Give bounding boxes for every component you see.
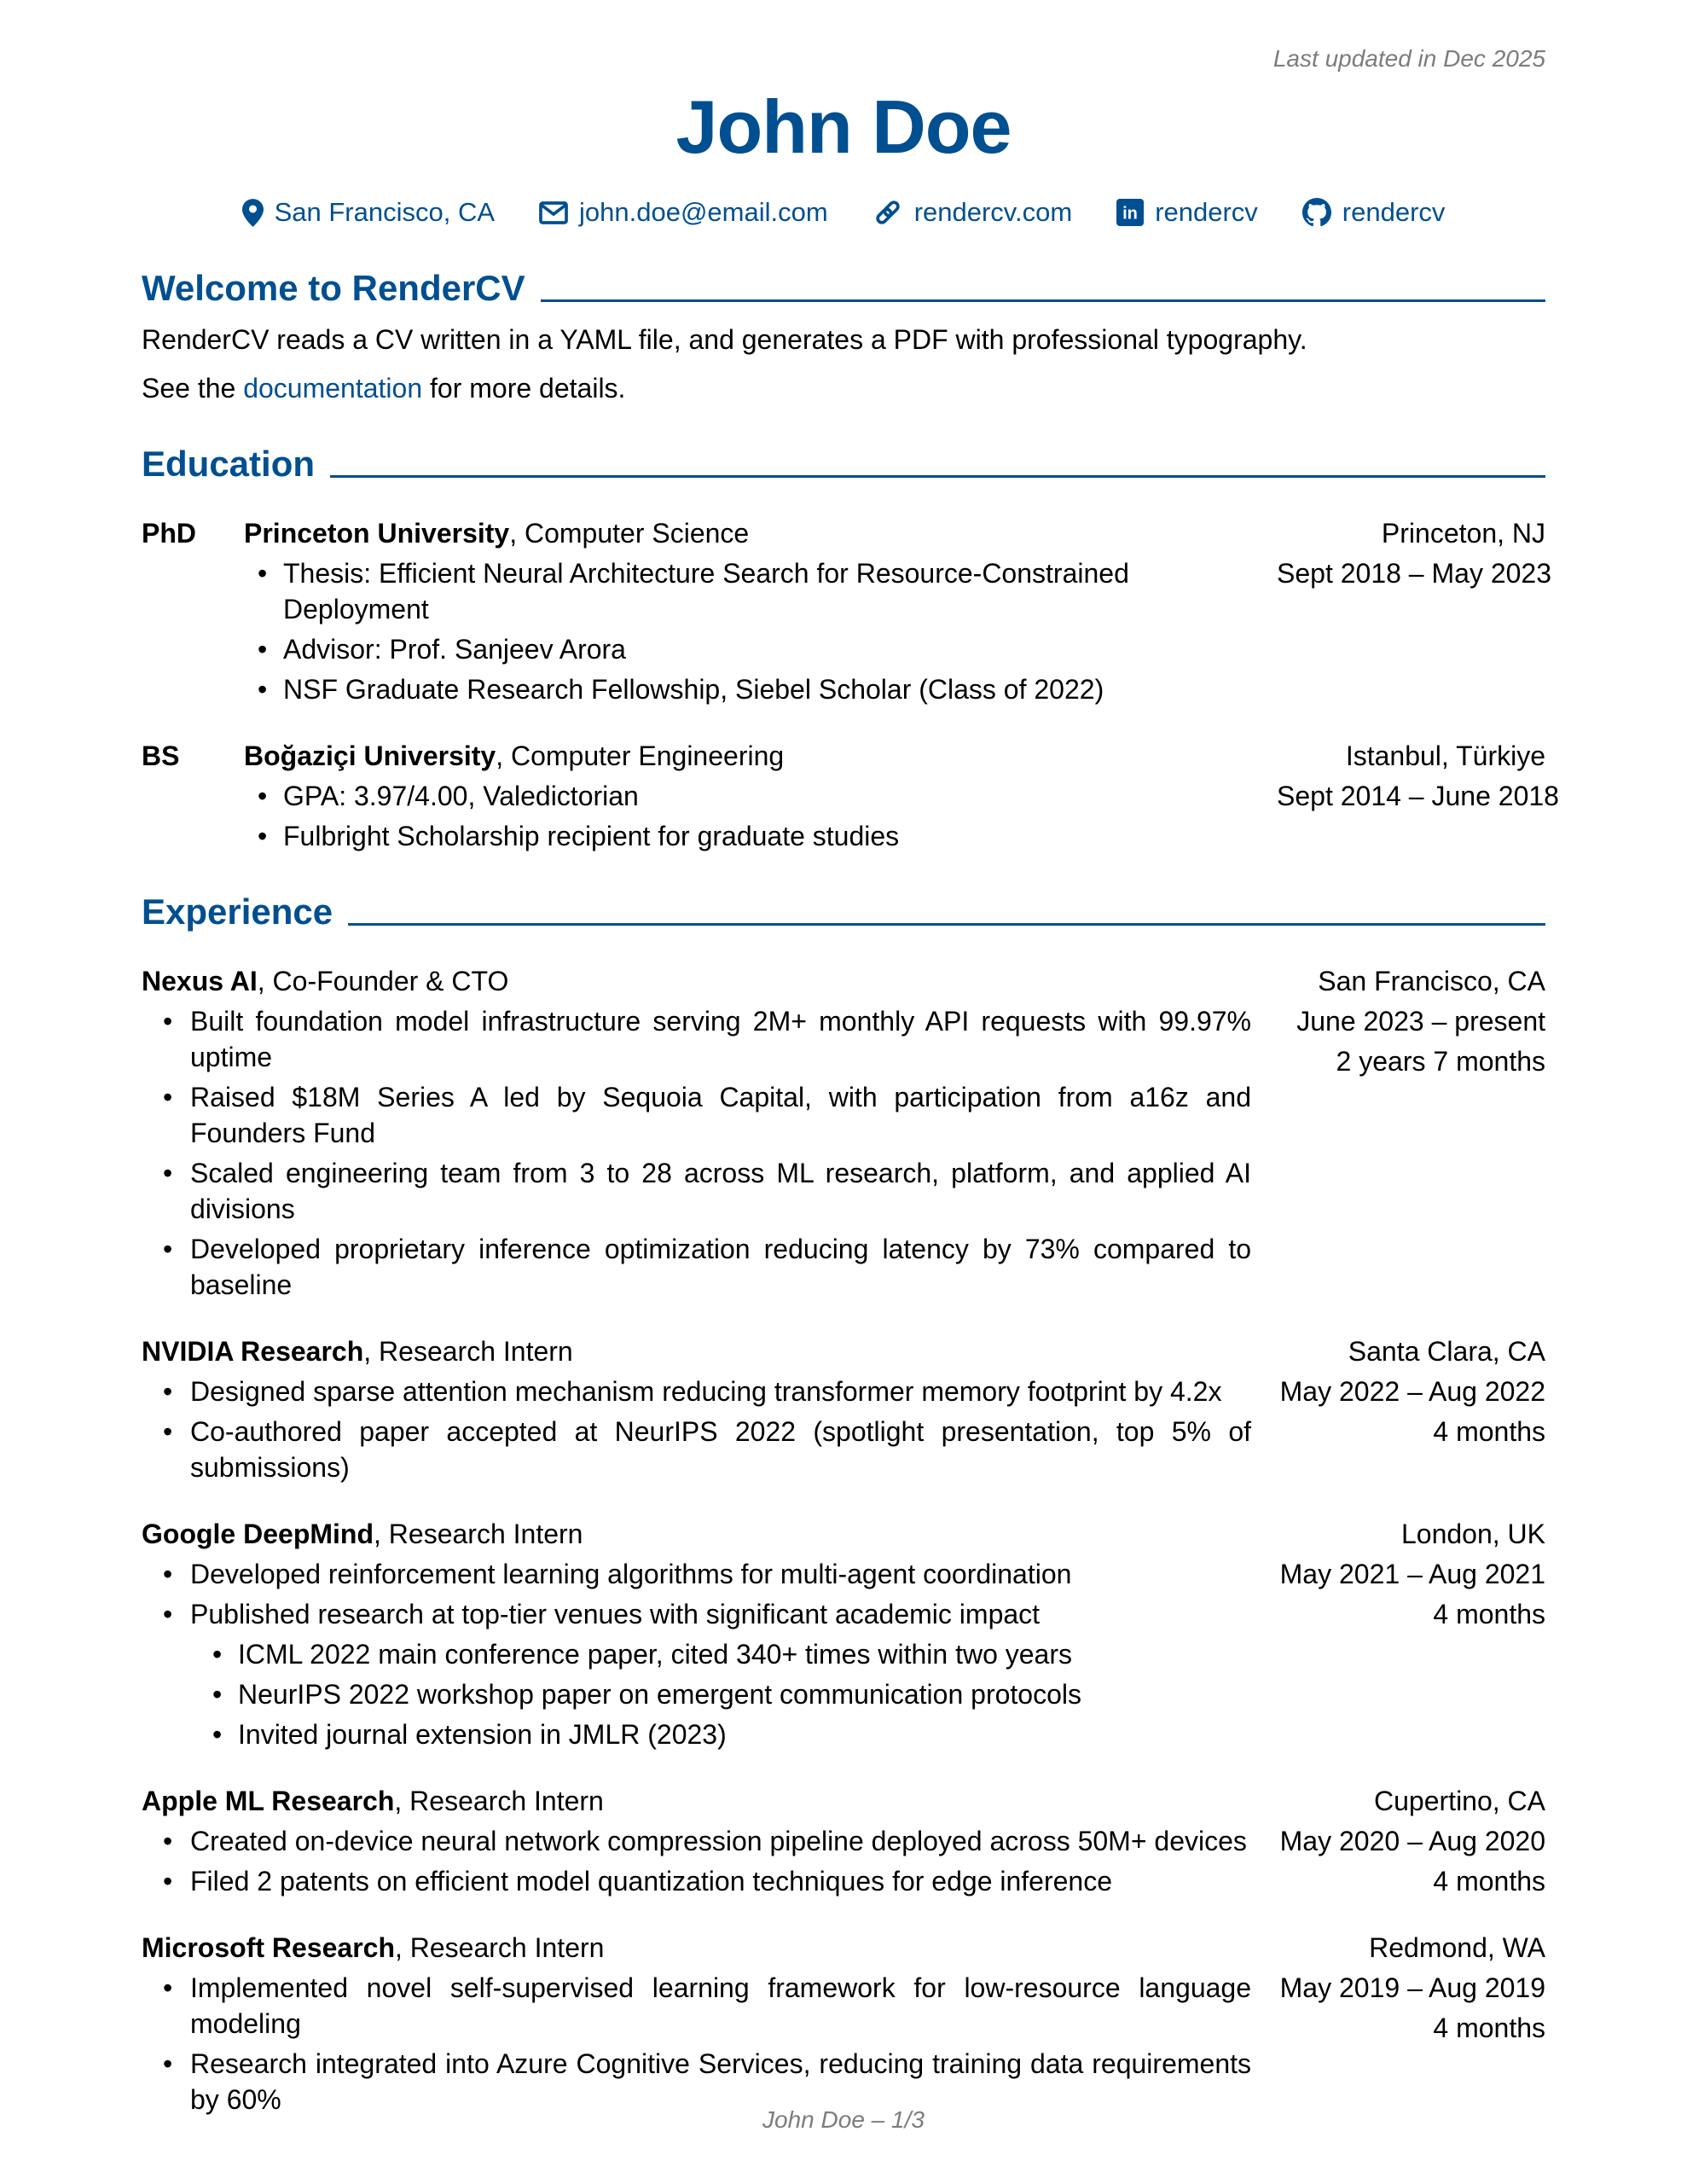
contact-linkedin-label: rendercv <box>1155 197 1258 227</box>
highlight-item: • Thesis: Efficient Neural Architecture Search for Resource-Constrained Deployment <box>244 555 1251 627</box>
welcome-paragraph-2-prefix: See the <box>142 373 244 404</box>
contact-website-label: rendercv.com <box>913 197 1073 227</box>
position-title: , Co-Founder & CTO <box>257 966 509 996</box>
highlight-item: • Advisor: Prof. Sanjeev Arora <box>244 631 1251 667</box>
contact-row <box>142 195 1545 230</box>
education-entry-bs <box>142 738 1559 854</box>
section-welcome-heading <box>142 268 1545 309</box>
contact-website[interactable] <box>872 195 1073 230</box>
experience-highlights <box>142 1003 1251 1303</box>
position-title: , Research Intern <box>394 1786 604 1816</box>
entry-location: London, UK <box>1400 1519 1545 1549</box>
location-pin-icon <box>242 199 264 227</box>
entry-title <box>142 1930 1251 1966</box>
sub-highlight-item: • Invited journal extension in JMLR (2023) <box>190 1716 1251 1752</box>
institution-name: Princeton University <box>244 518 510 549</box>
entry-dates: Sept 2014 – June 2018 <box>1277 781 1559 811</box>
entry-dates: May 2022 – Aug 2022 <box>1279 1376 1545 1407</box>
position-title: , Research Intern <box>394 1932 605 1963</box>
entry-dates: Sept 2018 – May 2023 <box>1277 558 1552 589</box>
entry-location: Redmond, WA <box>1369 1932 1545 1963</box>
experience-highlights <box>142 1374 1251 1485</box>
education-highlights <box>244 555 1251 707</box>
entry-side <box>1277 1333 1545 1485</box>
page-footer: John Doe – 1/3 <box>762 2106 925 2133</box>
highlight-item: • Research integrated into Azure Cognitive Services, reducing training data requirements by 60% <box>142 2046 1251 2117</box>
entry-area: , Computer Engineering <box>496 741 785 771</box>
highlight-item: • Filed 2 patents on efficient model quantization techniques for edge inference <box>142 1863 1251 1899</box>
entry-location: Princeton, NJ <box>1381 518 1545 549</box>
highlight-item: • Raised $18M Series A led by Sequoia Capital, with participation from a16z and Founders Fund <box>142 1079 1251 1151</box>
experience-highlights <box>142 1823 1251 1899</box>
entry-duration: 2 years 7 months <box>1336 1046 1545 1077</box>
contact-linkedin[interactable] <box>1116 195 1258 230</box>
entry-dates: June 2023 – present <box>1296 1006 1545 1037</box>
highlight-item: • Fulbright Scholarship recipient for graduate studies <box>244 818 1251 854</box>
entry-title <box>244 515 1251 551</box>
entry-dates: May 2019 – Aug 2019 <box>1279 1972 1545 2003</box>
section-education-heading <box>142 444 1545 485</box>
entry-side <box>1277 1930 1545 2117</box>
welcome-paragraph-2 <box>142 370 1545 406</box>
experience-entry-nexus-ai <box>142 963 1545 1303</box>
sub-highlight-item: • ICML 2022 main conference paper, cited 340+ times within two years <box>190 1636 1251 1672</box>
welcome-paragraph-2-suffix: for more details. <box>422 373 626 404</box>
section-rule <box>348 923 1545 926</box>
institution-name: Boğaziçi University <box>244 741 496 771</box>
section-rule <box>330 475 1545 478</box>
contact-location-label: San Francisco, CA <box>274 197 496 227</box>
highlight-item: • Published research at top-tier venues with significant academic impact • ICML 2022 main conference paper, cited 340+ times within two years • NeurIPS 2022 workshop paper on emergent communication protocols • Invited journal extension in JMLR (2023) <box>142 1596 1251 1752</box>
last-updated-note: Last updated in Dec 2025 <box>1272 45 1545 72</box>
section-experience-title: Experience <box>142 892 333 932</box>
entry-duration: 4 months <box>1433 1866 1545 1896</box>
entry-side <box>1277 963 1545 1303</box>
experience-entry-microsoft <box>142 1930 1545 2117</box>
entry-title <box>244 738 1251 774</box>
company-name: Google DeepMind <box>142 1519 374 1549</box>
highlight-item: • Developed reinforcement learning algorithms for multi-agent coordination <box>142 1556 1251 1592</box>
entry-side <box>1277 1783 1545 1899</box>
section-experience <box>142 892 1545 2117</box>
company-name: Microsoft Research <box>142 1932 395 1963</box>
section-welcome-title: Welcome to RenderCV <box>142 268 525 308</box>
highlight-item: • NSF Graduate Research Fellowship, Siebel Scholar (Class of 2022) <box>244 671 1251 707</box>
company-name: NVIDIA Research <box>142 1336 364 1367</box>
highlight-item: • Implemented novel self-supervised learning framework for low-resource language modeling <box>142 1970 1251 2042</box>
experience-entry-google-deepmind <box>142 1516 1545 1752</box>
github-icon <box>1302 198 1331 227</box>
position-title: , Research Intern <box>363 1336 573 1367</box>
contact-email-label: john.doe@email.com <box>579 197 828 227</box>
envelope-icon <box>539 201 568 224</box>
section-welcome <box>142 268 1545 406</box>
entry-location: San Francisco, CA <box>1318 966 1545 996</box>
degree-label: PhD <box>142 518 196 549</box>
entry-area: , Computer Science <box>509 518 750 549</box>
highlight-item: • GPA: 3.97/4.00, Valedictorian <box>244 778 1251 814</box>
svg-text:in: in <box>1122 204 1139 224</box>
entry-title <box>142 1333 1251 1369</box>
section-experience-heading <box>142 892 1545 932</box>
experience-highlights <box>142 1970 1251 2117</box>
entry-side <box>1277 738 1559 854</box>
sub-highlights <box>190 1636 1251 1752</box>
highlight-item: • Scaled engineering team from 3 to 28 across ML research, platform, and applied AI divisions <box>142 1155 1251 1227</box>
entry-title <box>142 963 1251 999</box>
experience-entry-apple <box>142 1783 1545 1899</box>
contact-github[interactable] <box>1302 195 1446 230</box>
entry-title <box>142 1783 1251 1819</box>
linkedin-icon <box>1116 199 1144 226</box>
sub-highlight-item: • NeurIPS 2022 workshop paper on emergent communication protocols <box>190 1676 1251 1712</box>
entry-side <box>1277 1516 1545 1752</box>
highlight-item: • Designed sparse attention mechanism reducing transformer memory footprint by 4.2x <box>142 1374 1251 1409</box>
highlight-item: • Developed proprietary inference optimization reducing latency by 73% compared to baseline <box>142 1231 1251 1303</box>
entry-dates: May 2021 – Aug 2021 <box>1279 1559 1545 1589</box>
section-education <box>142 444 1559 854</box>
section-education-title: Education <box>142 444 316 484</box>
highlight-item: • Built foundation model infrastructure serving 2M+ monthly API requests with 99.97% uptime <box>142 1003 1251 1075</box>
education-entry-phd <box>142 515 1552 707</box>
company-name: Apple ML Research <box>142 1786 395 1816</box>
position-title: , Research Intern <box>374 1519 583 1549</box>
degree-label: BS <box>142 741 180 771</box>
entry-location: Cupertino, CA <box>1374 1786 1545 1816</box>
entry-duration: 4 months <box>1433 1599 1545 1629</box>
entry-title <box>142 1516 1251 1552</box>
highlight-item: • Co-authored paper accepted at NeurIPS 2022 (spotlight presentation, top 5% of submissions) <box>142 1414 1251 1485</box>
entry-location: Istanbul, Türkiye <box>1345 741 1545 771</box>
entry-duration: 4 months <box>1433 1416 1545 1447</box>
link-icon <box>872 198 903 227</box>
entry-dates: May 2020 – Aug 2020 <box>1279 1826 1545 1856</box>
education-highlights <box>244 778 1251 854</box>
welcome-paragraph-1: RenderCV reads a CV written in a YAML file, and generates a PDF with professional typography. <box>142 324 1307 355</box>
experience-entry-nvidia <box>142 1333 1545 1485</box>
contact-github-label: rendercv <box>1342 197 1446 227</box>
entry-location: Santa Clara, CA <box>1348 1336 1545 1367</box>
company-name: Nexus AI <box>142 966 258 996</box>
contact-email[interactable] <box>539 195 828 230</box>
experience-highlights <box>142 1556 1251 1752</box>
section-rule <box>541 299 1545 302</box>
contact-location <box>242 195 495 230</box>
entry-duration: 4 months <box>1433 2013 1545 2043</box>
entry-side <box>1277 515 1552 707</box>
candidate-name: John Doe <box>675 84 1012 169</box>
highlight-item: • Created on-device neural network compression pipeline deployed across 50M+ devices <box>142 1823 1251 1859</box>
documentation-link[interactable]: documentation <box>243 373 423 404</box>
